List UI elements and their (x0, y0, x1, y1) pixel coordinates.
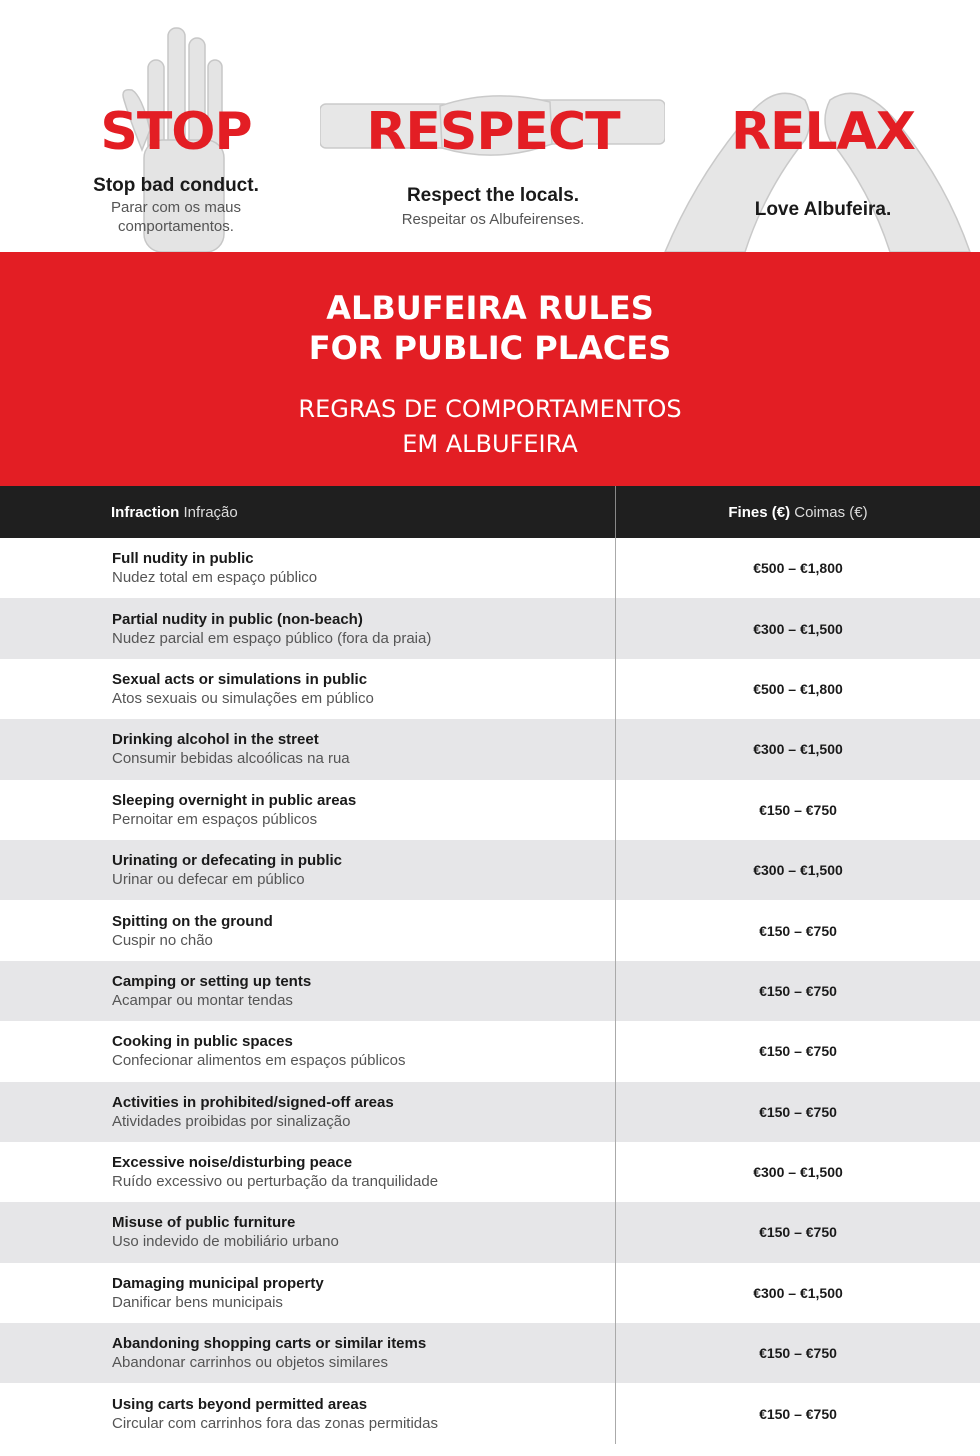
infraction-cell (0, 1082, 616, 1142)
table-row (0, 659, 980, 719)
table-row (0, 538, 980, 598)
infraction-pt: Abandonar carrinhos ou objetos similares (112, 1354, 388, 1372)
infraction-pt: Atos sexuais ou simulações em público (112, 689, 374, 707)
banner-sub-line2: EM ALBUFEIRA (402, 430, 578, 458)
infraction-cell (0, 840, 616, 900)
table-row (0, 1383, 980, 1443)
banner-title-line2: FOR PUBLIC PLACES (308, 329, 672, 367)
fine-cell: €300 – €1,500 (753, 620, 843, 637)
infraction-en: Partial nudity in public (non-beach) (112, 610, 363, 628)
infraction-en: Excessive noise/disturbing peace (112, 1154, 353, 1172)
header-infraction-en: Infraction (111, 503, 180, 521)
infraction-cell (0, 961, 616, 1021)
fine-cell: €500 – €1,800 (753, 680, 843, 697)
infraction-pt: Atividades proibidas por sinalização (112, 1112, 351, 1130)
infraction-cell (0, 1142, 616, 1202)
infraction-en: Misuse of public furniture (112, 1214, 296, 1232)
infraction-pt: Acampar ou montar tendas (112, 991, 293, 1009)
table-row (0, 1021, 980, 1081)
infraction-cell (0, 719, 616, 779)
infraction-en: Using carts beyond permitted areas (112, 1395, 368, 1413)
table-row (0, 961, 980, 1021)
infraction-pt: Nudez total em espaço público (112, 569, 318, 587)
infraction-pt: Circular com carrinhos fora das zonas permitidas (112, 1414, 438, 1432)
infraction-cell (0, 538, 616, 598)
table-body (0, 538, 980, 1444)
fine-cell: €300 – €1,500 (753, 1164, 843, 1181)
fine-cell: €150 – €750 (759, 801, 837, 818)
infraction-pt: Nudez parcial em espaço público (fora da praia) (112, 629, 432, 647)
header-infraction-pt: Infração (183, 503, 238, 521)
table-row (0, 900, 980, 960)
infraction-en: Urinating or defecating in public (112, 852, 343, 870)
table-row (0, 1082, 980, 1142)
table-row (0, 598, 980, 658)
infraction-cell (0, 1202, 616, 1262)
fine-cell: €150 – €750 (759, 1043, 837, 1060)
respect-tagline-pt: Respeitar os Albufeirenses. (401, 210, 585, 228)
infraction-pt: Confecionar alimentos em espaços públicos (112, 1052, 406, 1070)
infraction-en: Sexual acts or simulations in public (112, 670, 368, 688)
table-row (0, 1323, 980, 1383)
header-fines-en: Fines (€) (728, 503, 791, 521)
infraction-cell (0, 900, 616, 960)
infraction-pt: Consumir bebidas alcoólicas na rua (112, 750, 350, 768)
table-row (0, 1263, 980, 1323)
fine-cell: €150 – €750 (759, 1345, 837, 1362)
fine-cell: €300 – €1,500 (753, 741, 843, 758)
respect-block (338, 102, 648, 230)
banner-title (0, 288, 980, 368)
stop-tagline-pt: Parar com os maus comportamentos. (110, 198, 242, 235)
infraction-cell (0, 1323, 616, 1383)
infraction-en: Activities in prohibited/signed-off areas (112, 1093, 394, 1111)
infraction-cell (0, 598, 616, 658)
infraction-pt: Uso indevido de mobiliário urbano (112, 1233, 339, 1251)
header-fines (616, 504, 980, 521)
infraction-cell (0, 1383, 616, 1443)
table-row (0, 1202, 980, 1262)
respect-heading: RESPECT (366, 102, 620, 162)
fine-cell: €150 – €750 (759, 922, 837, 939)
fine-cell: €150 – €750 (759, 982, 837, 999)
relax-block (716, 102, 930, 221)
fines-table (0, 486, 980, 1444)
header-infraction (0, 486, 616, 538)
stop-heading: STOP (100, 102, 252, 162)
fine-cell: €150 – €750 (759, 1224, 837, 1241)
fine-cell: €500 – €1,800 (753, 560, 843, 577)
stop-block (60, 102, 292, 236)
table-header (0, 486, 980, 538)
infraction-en: Cooking in public spaces (112, 1033, 293, 1051)
banner-title-line1: ALBUFEIRA RULES (326, 289, 654, 327)
infraction-pt: Ruído excessivo ou perturbação da tranquilidade (112, 1173, 439, 1191)
title-banner (0, 252, 980, 486)
fine-cell: €300 – €1,500 (753, 862, 843, 879)
infraction-en: Camping or setting up tents (112, 972, 312, 990)
infraction-en: Drinking alcohol in the street (112, 731, 319, 749)
infraction-pt: Danificar bens municipais (112, 1293, 283, 1311)
infraction-cell (0, 780, 616, 840)
relax-heading: RELAX (730, 102, 916, 162)
infraction-cell (0, 1263, 616, 1323)
infraction-en: Sleeping overnight in public areas (112, 791, 357, 809)
fine-cell: €300 – €1,500 (753, 1284, 843, 1301)
fine-cell: €150 – €750 (759, 1103, 837, 1120)
infraction-en: Full nudity in public (112, 550, 254, 568)
infraction-cell (0, 1021, 616, 1081)
infraction-en: Abandoning shopping carts or similar items (112, 1335, 427, 1353)
header-fines-pt: Coimas (€) (794, 503, 868, 521)
infraction-en: Spitting on the ground (112, 912, 273, 930)
infraction-cell (0, 659, 616, 719)
table-row (0, 1142, 980, 1202)
poster-header (0, 0, 980, 252)
table-row (0, 840, 980, 900)
banner-subtitle (0, 392, 980, 462)
table-row (0, 719, 980, 779)
stop-tagline: Stop bad conduct. (93, 175, 259, 196)
relax-tagline: Love Albufeira. (754, 199, 892, 220)
respect-tagline: Respect the locals. (406, 185, 580, 206)
infraction-pt: Urinar ou defecar em público (112, 871, 305, 889)
infraction-en: Damaging municipal property (112, 1274, 324, 1292)
banner-sub-line1: REGRAS DE COMPORTAMENTOS (298, 395, 682, 423)
table-row (0, 780, 980, 840)
infraction-pt: Cuspir no chão (112, 931, 213, 949)
fine-cell: €150 – €750 (759, 1405, 837, 1422)
infraction-pt: Pernoitar em espaços públicos (112, 810, 318, 828)
